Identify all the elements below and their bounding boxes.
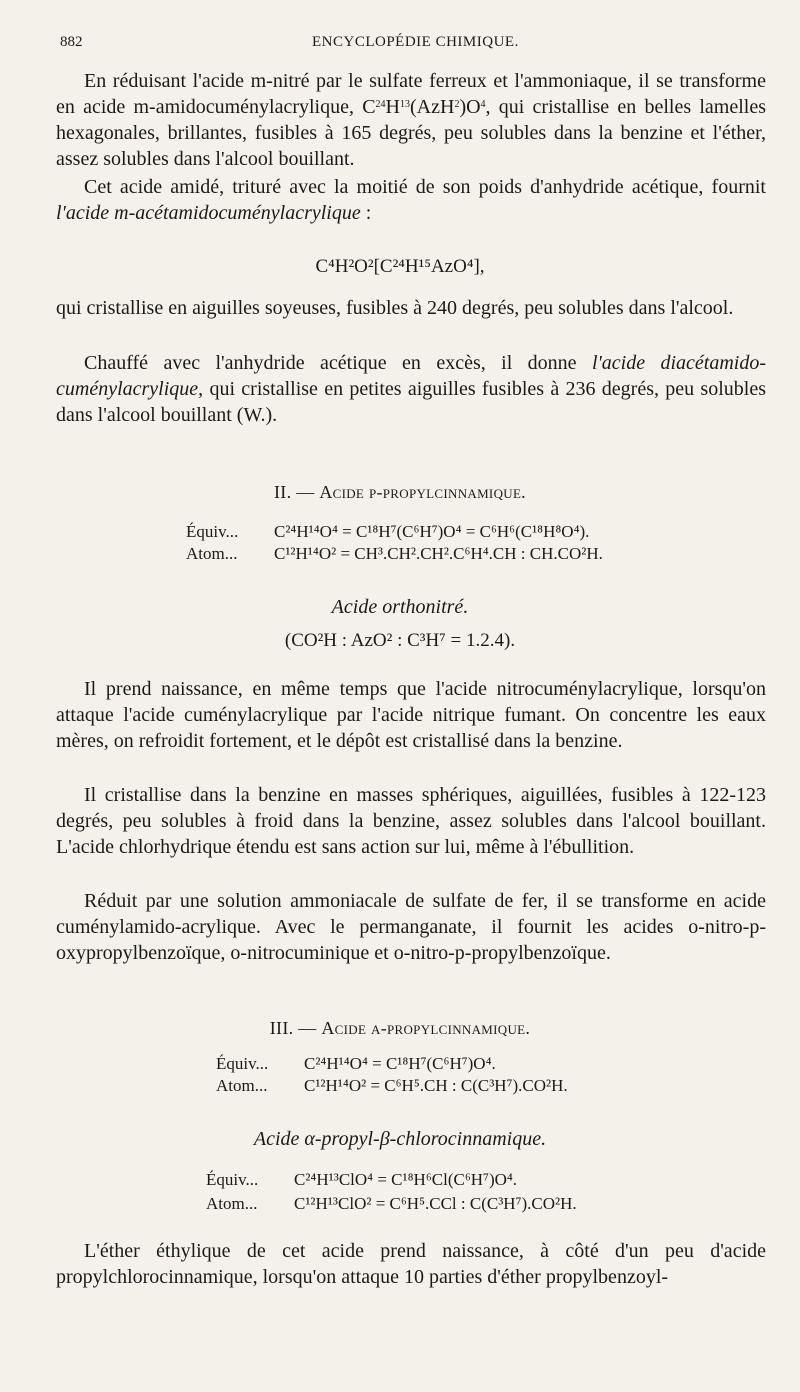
formula-row-atom <box>186 544 603 564</box>
section-title: Acide p-propylcinnamique. <box>319 482 526 502</box>
section-numeral: II. — <box>274 482 315 502</box>
section-title: Acide α-propylcinnamique. <box>321 1018 531 1038</box>
paragraph-properties: Il cristallise dans la benzine en masses sphériques, aiguillées, fusibles à 122-123 degrés, peu solubles à froid dans la benzine, assez solubles dans l'alcool bouillant. L'acide chlorhydrique étendu est sans action sur lui, même à l'ébullition. <box>56 784 766 858</box>
section-heading-iii <box>0 1018 800 1039</box>
formula-text: C²⁴H¹⁴O⁴ = C¹⁸H⁷(C⁶H⁷)O⁴ = C⁶H⁶(C¹⁸H⁸O⁴). <box>274 522 590 541</box>
running-header <box>60 34 760 58</box>
formula-row-equiv <box>216 1054 496 1074</box>
formula-positions: (CO²H : AzO² : C³H⁷ = 1.2.4). <box>284 630 516 651</box>
formula-row-equiv <box>206 1170 517 1190</box>
paragraph-m-amido: En réduisant l'acide m-nitré par le sulfate ferreux et l'ammoniaque, il se transforme en acide m-amidocuménylacrylique, $C^{24}H^{13}(AzH^2)O^4$, qui cristallise en belles lamelles hexagonales, brillantes, fusibles à 165 degrés, peu solubles dans la benzine et l'éther, assez solubles dans l'alcool bouillant. <box>56 70 766 170</box>
formula-text: C²⁴H¹³ClO⁴ = C¹⁸H⁶Cl(C⁶H⁷)O⁴. <box>294 1170 518 1189</box>
paragraph-ether: L'éther éthylique de cet acide prend naissance, à côté d'un peu d'acide propylchlorocinnamique, lorsqu'on attaque 10 parties d'éther propylbenzoyl- <box>56 1240 766 1288</box>
subheading-chlorocinnamique: Acide α-propyl-β-chlorocinnamique. <box>253 1128 547 1150</box>
formula-label: Atom... <box>206 1194 258 1213</box>
formula-row-atom <box>216 1076 568 1096</box>
section-heading-ii <box>0 482 800 503</box>
formula-row-equiv <box>186 522 589 542</box>
page-number: 882 <box>60 34 83 50</box>
paragraph-formation: Il prend naissance, en même temps que l'acide nitrocuménylacrylique, lorsqu'on attaque l'acide cuménylacrylique par l'acide nitrique fumant. On concentre les eaux mères, on refroidit fortement, et le dépôt est cristallisé dans la benzine. <box>56 678 766 752</box>
section-numeral: III. — <box>269 1018 317 1038</box>
subheading-orthonitre: Acide orthonitré. <box>331 596 469 618</box>
formula-text: C²⁴H¹⁴O⁴ = C¹⁸H⁷(C⁶H⁷)O⁴. <box>304 1054 496 1073</box>
compound-name-diacetamido: l'acide diacétamido-cuménylacrylique <box>56 352 767 400</box>
paragraph-acetamido: Cet acide amidé, trituré avec la moitié de son poids d'anhydride acétique, fournit l'acide m-acétamidocuménylacrylique : <box>56 176 766 224</box>
formula-acetamido: C⁴H²O²[C²⁴H¹⁵AzO⁴], <box>315 256 485 277</box>
formula-text: C¹²H¹³ClO² = C⁶H⁵.CCl : C(C³H⁷).CO²H. <box>294 1194 577 1213</box>
formula-label: Atom... <box>216 1076 268 1095</box>
paragraph-diacetamido: Chauffé avec l'anhydride acétique en excès, il donne l'acide diacétamido-cuménylacrylique, qui cristallise en petites aiguilles fusibles à 236 degrés, peu solubles dans l'alcool bouillant (W.). <box>56 352 767 426</box>
formula-label: Équiv... <box>206 1170 259 1189</box>
formula-text: C¹²H¹⁴O² = CH³.CH².CH².C⁶H⁴.CH : CH.CO²H. <box>274 544 603 563</box>
compound-name-acetamido: l'acide m-acétamidocuménylacrylique <box>56 202 361 224</box>
paragraph-reduction: Réduit par une solution ammoniacale de sulfate de fer, il se transforme en acide cuménylamido-acrylique. Avec le permanganate, il fournit les acides o-nitro-p-oxypropylbenzoïque, o-nitrocuminique et o-nitro-p-propylbenzoïque. <box>56 890 766 964</box>
formula-label: Équiv... <box>186 522 239 541</box>
formula-text: C¹²H¹⁴O² = C⁶H⁵.CH : C(C³H⁷).CO²H. <box>304 1076 568 1095</box>
formula-row-atom <box>206 1194 577 1214</box>
paragraph-crystallisation: qui cristallise en aiguilles soyeuses, fusibles à 240 degrés, peu solubles dans l'alcool. <box>56 297 734 319</box>
running-title: ENCYCLOPÉDIE CHIMIQUE. <box>312 34 519 50</box>
formula-label: Atom... <box>186 544 238 563</box>
formula-label: Équiv... <box>216 1054 269 1073</box>
